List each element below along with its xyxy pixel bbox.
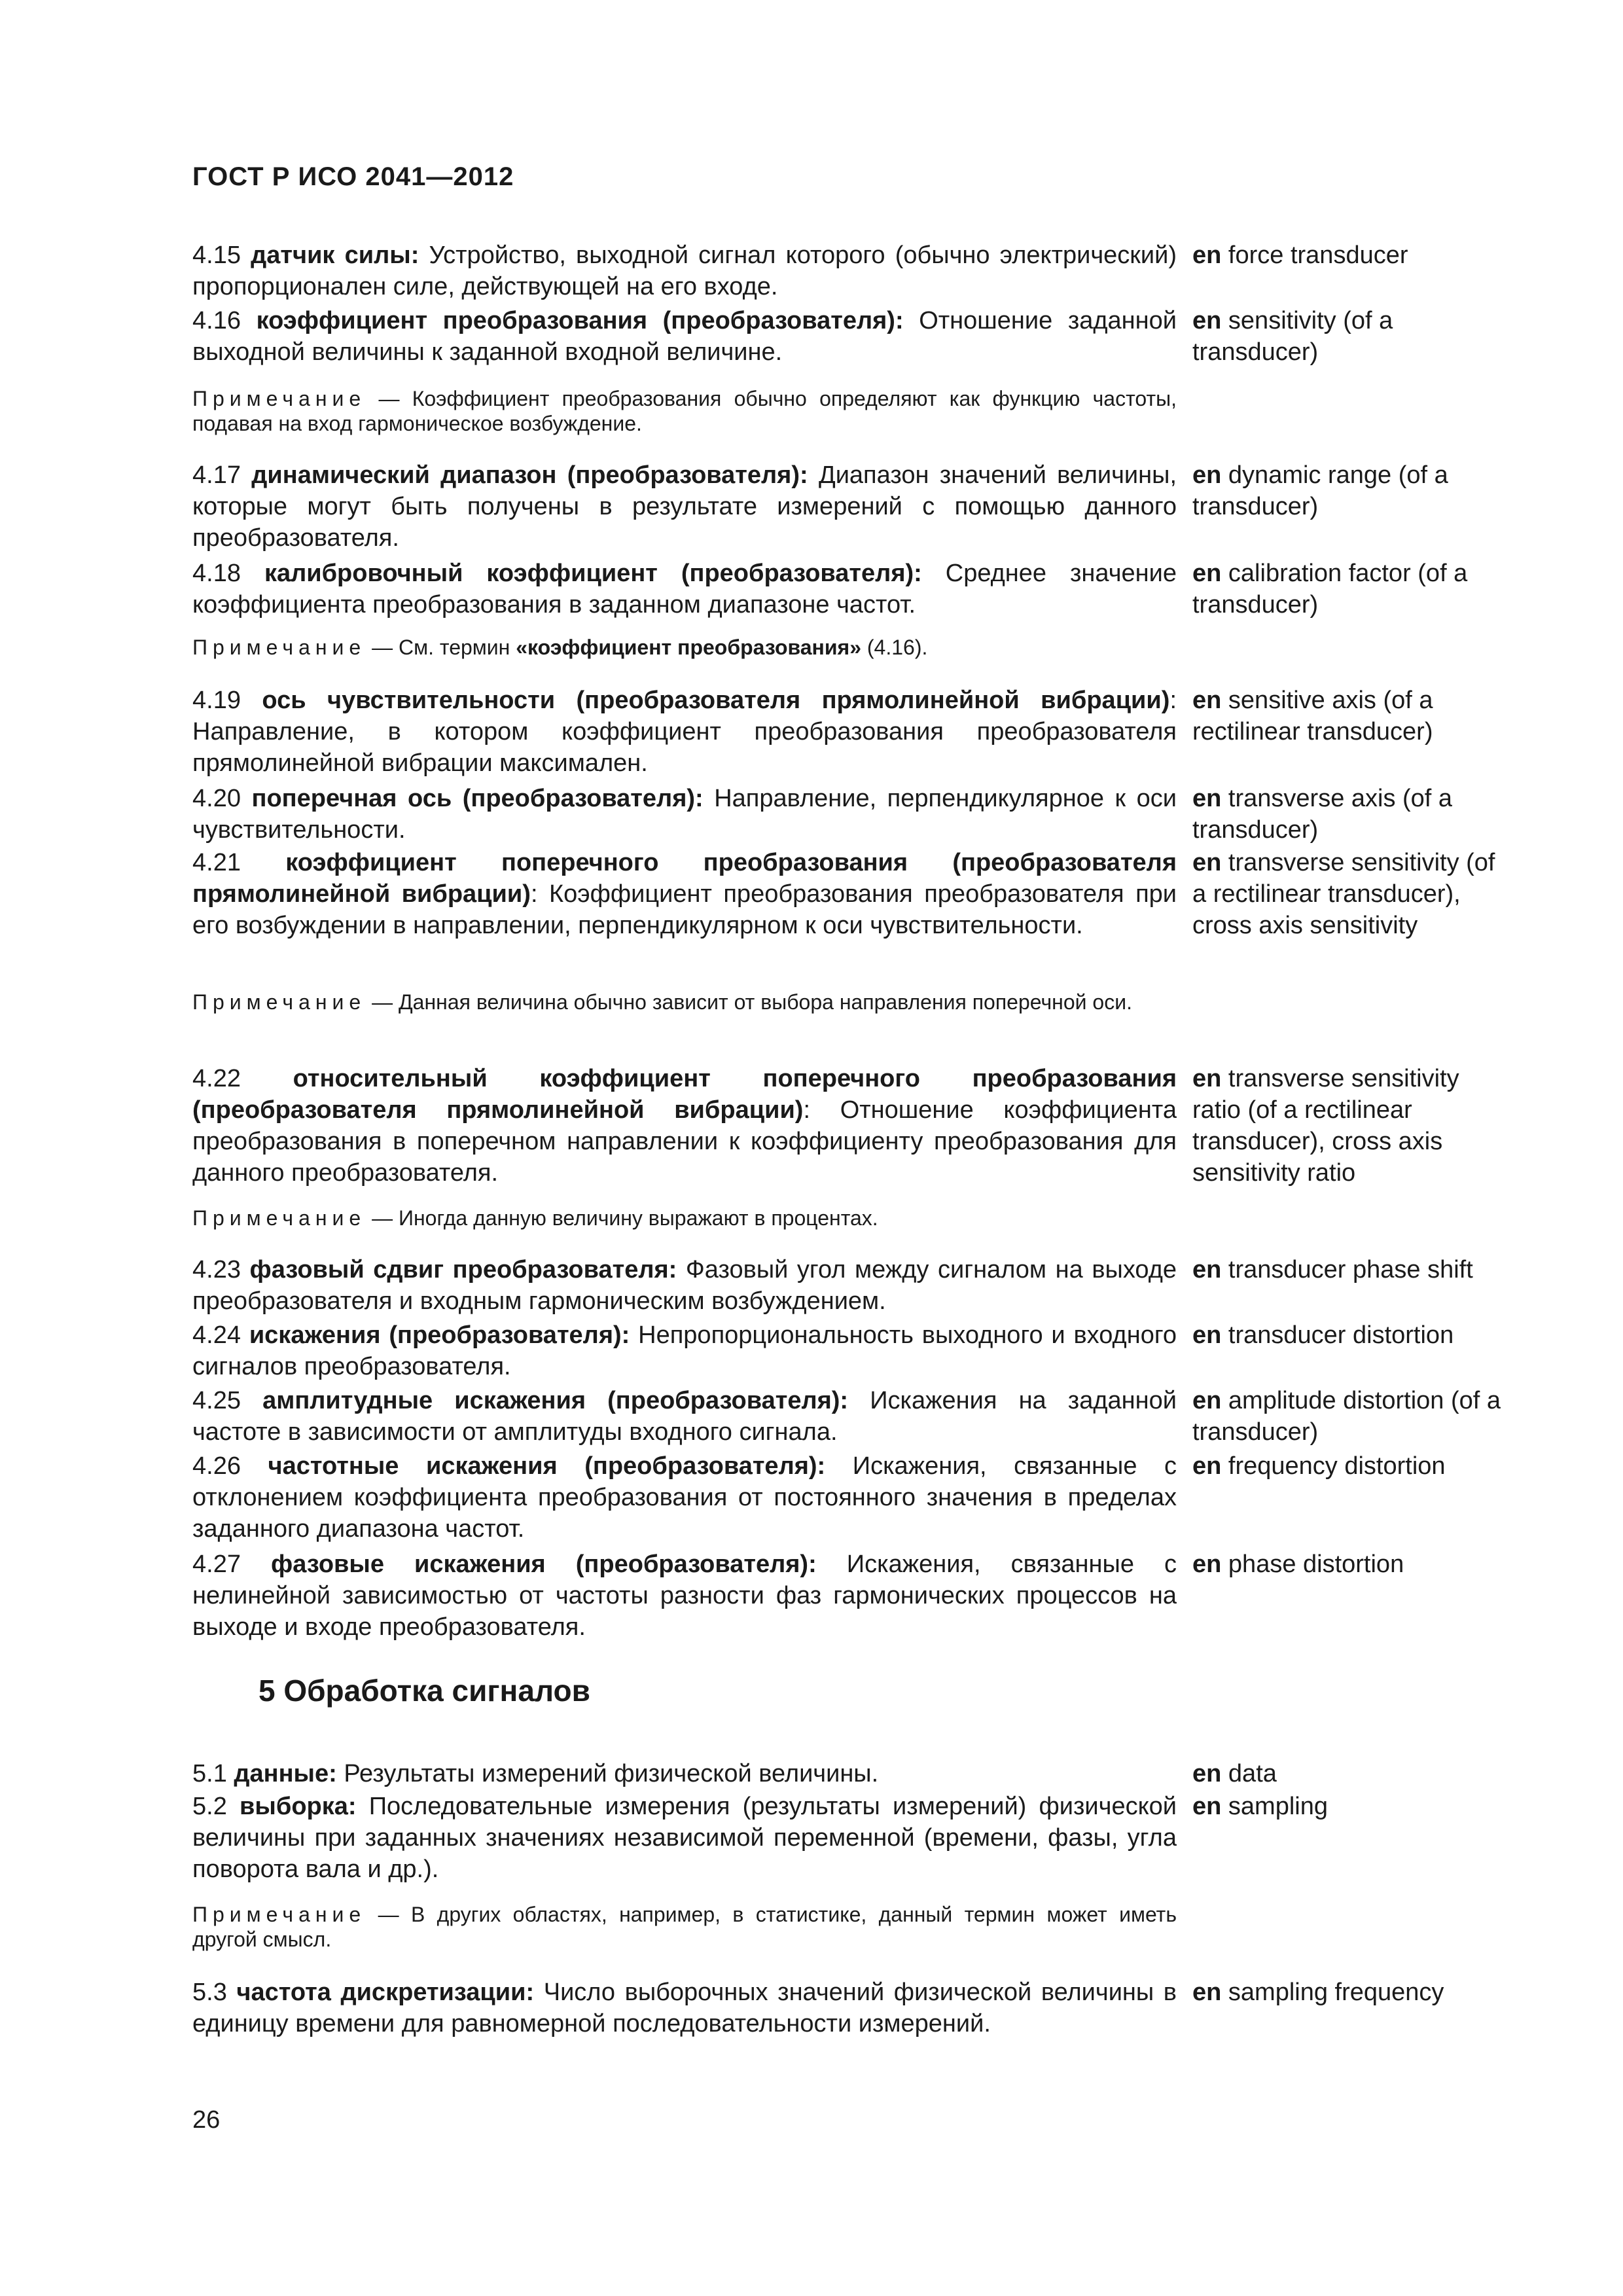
page-number: 26 [192, 2106, 221, 2134]
document-header: ГОСТ Р ИСО 2041—2012 [192, 162, 514, 191]
term-entry: 4.26 частотные искажения (преобразователя): Искажения, связанные с отклонением коэффициента преобразования от постоянного значения в пределах заданного диапазона частот. en frequency distortion [192, 1452, 1446, 1543]
term-entry: 4.16 коэффициент преобразования (преобразователя): Отношение заданной выходной величины к заданной входной величине. en sensitivity (of a transducer) [192, 307, 1393, 366]
term-entry: 4.25 амплитудные искажения (преобразователя): Искажения на заданной частоте в зависимости от амплитуды входного сигнала. en amplitude distortion (of a transducer) [192, 1387, 1501, 1446]
term-entry: 4.23 фазовый сдвиг преобразователя: Фазовый угол между сигналом на выходе преобразователя и входным гармоническим возбуждением. en transducer phase shift [192, 1256, 1473, 1315]
note: Примечание — Иногда данную величину выражают в процентах. [192, 1206, 878, 1230]
term-entry: 5.1 данные: Результаты измерений физической величины. en data [192, 1760, 1277, 1787]
term-entry: 4.22 относительный коэффициент поперечного преобразования (преобразователя прямолинейной вибрации): Отношение коэффициента преобразования в поперечном направлении к коэффициенту преобразования для данного преобразователя. en transverse sensitivity ratio (of a rectilinear transducer), cross axis sensitivity ratio [192, 1065, 1459, 1187]
term-entry: 5.3 частота дискретизации: Число выборочных значений физической величины в единицу времени для равномерной последовательности измерений. en sampling frequency [192, 1979, 1444, 2037]
note: Примечание — В других областях, например, в статистике, данный термин может иметь другой смысл. [192, 1903, 1177, 1951]
term-entry: 4.19 ось чувствительности (преобразователя прямолинейной вибрации): Направление, в котором коэффициент преобразования преобразователя прямолинейной вибрации максимален. en sensitive axis (of a rectilinear transducer) [192, 687, 1433, 777]
note: Примечание — Коэффициент преобразования обычно определяют как функцию частоты, подавая на вход гармоническое возбуждение. [192, 387, 1177, 435]
section-title: 5 Обработка сигналов [259, 1674, 590, 1708]
term-entry: 4.18 калибровочный коэффициент (преобразователя): Среднее значение коэффициента преобразования в заданном диапазоне частот. en calibration factor (of a transducer) [192, 560, 1468, 619]
term-entry: 5.2 выборка: Последовательные измерения (результаты измерений) физической величины при заданных значениях независимой переменной (времени, фазы, угла поворота вала и др.). en sampling [192, 1793, 1328, 1883]
term-entry: 4.27 фазовые искажения (преобразователя): Искажения, связанные с нелинейной зависимостью от частоты разности фаз гармонических процессов на выходе и входе преобразователя. en phase distortion [192, 1551, 1404, 1641]
term-entry: 4.24 искажения (преобразователя): Непропорциональность выходного и входного сигналов преобразователя. en transducer distortion [192, 1321, 1454, 1380]
term-entry: 4.21 коэффициент поперечного преобразования (преобразователя прямолинейной вибрации): Коэффициент преобразования преобразователя при его возбуждении в направлении, перпендикулярном к оси чувствительности. en transverse sensitivity (of a rectilinear transducer), cross axis sensitivity [192, 849, 1495, 939]
note: Примечание — См. термин «коэффициент преобразования» (4.16). [192, 636, 928, 659]
term-entry: 4.17 динамический диапазон (преобразователя): Диапазон значений величины, которые могут быть получены в результате измерений с помощью данного преобразователя. en dynamic range (of a transducer) [192, 461, 1448, 552]
note: Примечание — Данная величина обычно зависит от выбора направления поперечной оси. [192, 990, 1132, 1014]
term-entry: 4.15 датчик силы: Устройство, выходной сигнал которого (обычно электрический) пропорционален силе, действующей на его входе. en force transducer [192, 242, 1408, 300]
term-entry: 4.20 поперечная ось (преобразователя): Направление, перпендикулярное к оси чувствительности. en transverse axis (of a transducer) [192, 785, 1453, 844]
